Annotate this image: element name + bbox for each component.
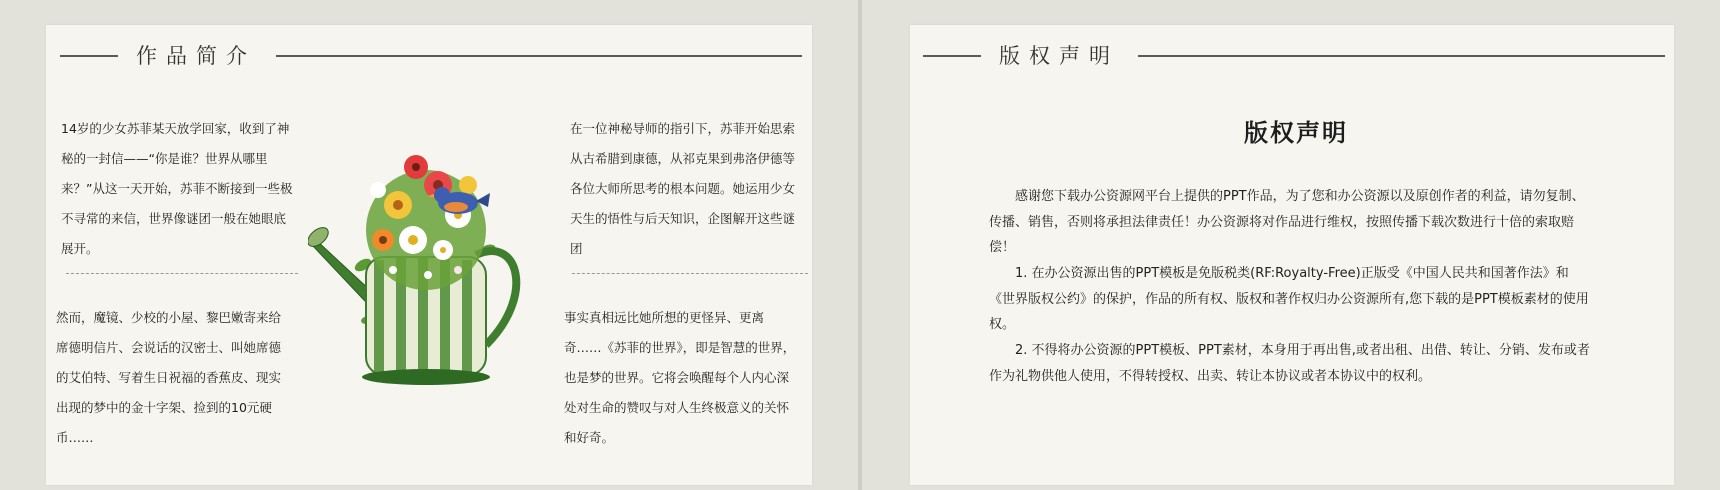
flower-watering-can-illustration	[308, 145, 548, 395]
can-base	[362, 369, 490, 385]
header-line-left	[923, 55, 981, 57]
right-slide-header	[923, 40, 1665, 70]
header-line-left	[60, 55, 118, 57]
left-slide-header	[60, 40, 802, 70]
left-slide-title: 作品简介	[136, 44, 256, 68]
header-line-right	[276, 55, 802, 57]
copyright-heading: 版权声明	[1244, 119, 1348, 147]
intro-paragraph-top-right: 在一位神秘导师的指引下，苏菲开始思索从古希腊到康德，从祁克果到弗洛伊德等各位大师所思考的根本问题。她运用少女天生的悟性与后天知识，企图解开这些谜团	[570, 121, 796, 256]
copyright-paragraph-3: 2. 不得将办公资源的PPT模板、PPT素材，本身用于再出售,或者出租、出借、转让、分销、发布或者作为礼物供他人使用，不得转授权、出卖、转让本协议或者本协议中的权利。	[989, 343, 1590, 384]
intro-paragraph-top-left: 14岁的少女苏菲某天放学回家，收到了神秘的一封信——“你是谁？世界从哪里来？”从这一天开始，苏菲不断接到一些极不寻常的来信，世界像谜团一般在她眼底展开。	[61, 121, 293, 256]
copyright-paragraph-1: 感谢您下载办公资源网平台上提供的PPT作品，为了您和办公资源以及原创作者的利益，请勿复制、传播、销售，否则将承担法律责任！办公资源将对作品进行维权，按照传播下载次数进行十倍的索取赔偿！	[989, 189, 1585, 255]
intro-paragraph-bottom-left: 然而，魔镜、少校的小屋、黎巴嫩寄来给席德明信片、会说话的汉密士、叫她席德的艾伯特、写着生日祝福的香蕉皮、现实出现的梦中的金十字架、捡到的10元硬币……	[56, 310, 282, 445]
slide-divider	[858, 0, 862, 490]
right-slide-title: 版权声明	[999, 44, 1119, 68]
copyright-paragraph-2: 1. 在办公资源出售的PPT模板是免版税类(RF:Royalty-Free)正版受《中国人民共和国著作法》和《世界版权公约》的保护，作品的所有权、版权和著作权归办公资源所有,您下载的是PPT模板素材的使用权。	[989, 266, 1589, 332]
header-line-right	[1138, 55, 1665, 57]
dashed-divider-right	[572, 273, 808, 274]
intro-paragraph-bottom-right: 事实真相远比她所想的更怪异、更离奇……《苏菲的世界》，即是智慧的世界，也是梦的世界。它将会唤醒每个人内心深处对生命的赞叹与对人生终极意义的关怀和好奇。	[564, 310, 796, 445]
dashed-divider-left	[66, 273, 298, 274]
flower-bouquet	[366, 155, 486, 290]
